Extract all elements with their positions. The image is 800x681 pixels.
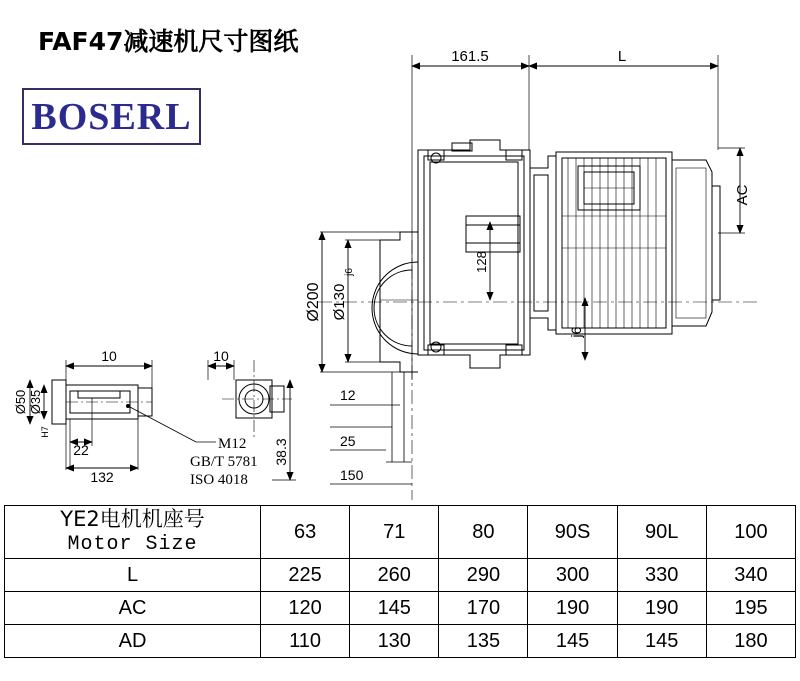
dim-3-5-label: 12 [340, 387, 356, 403]
row-AD-value-4: 145 [617, 625, 706, 658]
row-L-value-4: 330 [617, 559, 706, 592]
row-AD-value-5: 180 [706, 625, 795, 658]
row-AC-value-5: 195 [706, 592, 795, 625]
dim-161-5-label: 161.5 [451, 48, 489, 65]
dim-10-label: 10 [213, 348, 229, 364]
dim-dia-35-tolerance: H7 [40, 426, 50, 438]
header-label-cn: YE2电机机座号 [60, 507, 205, 531]
dim-AC-label: AC [734, 184, 751, 206]
row-L-value-5: 340 [706, 559, 795, 592]
dim-L-label: L [617, 48, 627, 65]
note-iso: ISO 4018 [190, 472, 248, 488]
table-header-size-0: 63 [261, 506, 350, 559]
page-title: FAF47减速机尺寸图纸 [38, 27, 299, 56]
row-AC-value-2: 170 [439, 592, 528, 625]
row-L-value-0: 225 [261, 559, 350, 592]
row-AD-value-3: 145 [528, 625, 617, 658]
row-AC-value-0: 120 [261, 592, 350, 625]
dim-dia-50-label: Ø50 [13, 389, 28, 415]
dim-128-label: 128 [474, 251, 489, 273]
dim-150-label: 10 [101, 348, 117, 364]
dim-38-3-label: 38.3 [273, 438, 289, 466]
dim-25-label: 150 [340, 467, 364, 483]
table-header-row [5, 506, 796, 559]
dim-132-label: 132 [90, 469, 114, 485]
dim-dia-130-tolerance: j6 [344, 268, 355, 276]
row-AD-value-1: 130 [350, 625, 439, 658]
table-header-size-2: 80 [439, 506, 528, 559]
row-label-AD: AD [5, 625, 261, 658]
dim-dia-35-label: Ø35 [28, 389, 43, 415]
note-gbt: GB/T 5781 [190, 454, 258, 470]
table-header-motor-size [5, 506, 261, 559]
header-label-en: Motor Size [67, 533, 198, 556]
table-header-size-5: 100 [706, 506, 795, 559]
row-L-value-2: 290 [439, 559, 528, 592]
table-row [5, 625, 796, 658]
table-row [5, 559, 796, 592]
row-L-value-3: 300 [528, 559, 617, 592]
dimension-table [4, 505, 796, 658]
dim-77-label: j6 [568, 326, 584, 338]
row-AC-value-3: 190 [528, 592, 617, 625]
dim-22-label: 22 [73, 442, 89, 458]
row-label-AC: AC [5, 592, 261, 625]
row-label-L: L [5, 559, 261, 592]
table-header-size-1: 71 [350, 506, 439, 559]
note-m12: M12 [218, 436, 247, 452]
dim-12-label: 25 [340, 433, 356, 449]
row-AD-value-2: 135 [439, 625, 528, 658]
logo-text: BOSERL [31, 95, 192, 138]
dim-dia-130-label: Ø130 [331, 283, 348, 321]
table-header-size-3: 90S [528, 506, 617, 559]
row-AC-value-4: 190 [617, 592, 706, 625]
row-AD-value-0: 110 [261, 625, 350, 658]
dim-dia-200-label: Ø200 [305, 282, 322, 322]
table-header-size-4: 90L [617, 506, 706, 559]
table-row [5, 592, 796, 625]
row-AC-value-1: 145 [350, 592, 439, 625]
row-L-value-1: 260 [350, 559, 439, 592]
